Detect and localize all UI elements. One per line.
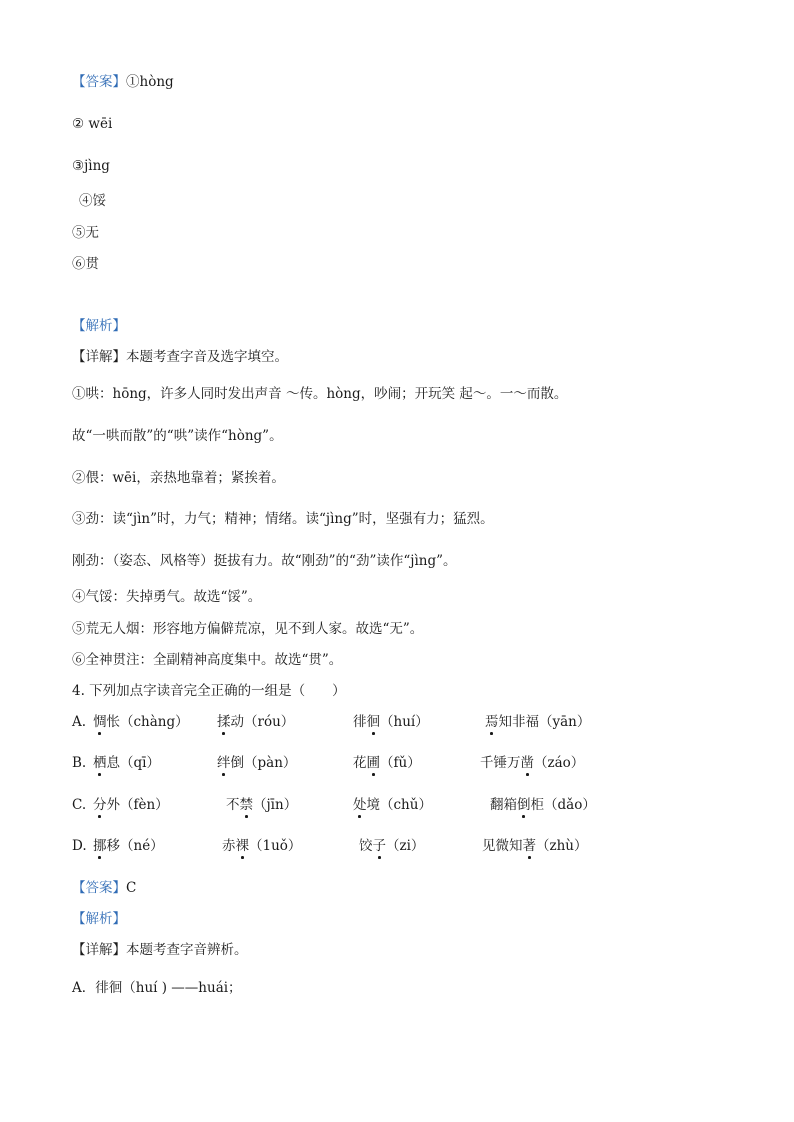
dotted-char: 挪 [93,838,107,854]
analysis-line: ①哄：hōng，许多人同时发出声音 ～传。hòng，吵闹；开玩笑 起～。一～而散。 [72,386,568,402]
option-item: 惆怅（chàng） [93,714,189,730]
answer-4 [72,879,136,897]
option-item: 焉知非福（yān） [485,714,591,730]
analysis-line: ⑤荒无人烟：形容地方偏僻荒凉，见不到人家。故选“无”。 [72,621,424,637]
option-item: 处境（chǔ） [353,797,432,813]
option-item: 翻箱倒柜（dǎo） [490,797,596,813]
answer-1 [72,73,174,91]
option-item: 挪移（né） [93,838,164,854]
question-stem: 4. 下列加点字读音完全正确的一组是（ ） [72,683,346,699]
dotted-char: 揉 [217,714,231,730]
option-item: 见微知著（zhù） [482,838,588,854]
answer-item: ①hòng [126,74,174,90]
answer-item: ③jìng [72,158,110,174]
option-item: 花圃（fǔ） [353,755,421,771]
dotted-char: 圃 [366,755,380,771]
option-item: 分外（fèn） [93,797,169,813]
dotted-char: 子 [372,838,386,854]
analysis-line: A．徘徊（huí ) ——huái； [72,980,242,996]
dotted-char: 倒 [517,797,531,813]
option-item: 千锤万凿（záo） [480,755,585,771]
dotted-char: 惆 [93,714,107,730]
dotted-char: 凿 [520,755,534,771]
dotted-char: 著 [522,838,536,854]
dotted-char: 分 [93,797,107,813]
option-label: D. [72,838,87,854]
answer-tag: 【答案】 [72,880,126,896]
option-label: B. [72,755,87,771]
dotted-char: 绊 [217,755,231,771]
analysis-line: 刚劲：（姿态、风格等）挺拔有力。故“刚劲”的“劲”读作“jìng”。 [72,553,457,569]
analysis-line: ④气馁：失掉勇气。故选“馁”。 [72,589,262,605]
answer-item: ② wēi [72,116,113,132]
answer-value: C [126,880,137,896]
option-item: 不禁（jīn） [226,797,298,813]
detail-heading: 【详解】本题考查字音辨析。 [72,942,248,958]
dotted-char: 裸 [235,838,249,854]
dotted-char: 焉 [485,714,499,730]
dotted-char: 禁 [239,797,253,813]
option-item: 赤裸（1uǒ） [222,838,302,854]
analysis-line: ⑥全神贯注：全副精神高度集中。故选“贯”。 [72,652,343,668]
dotted-char: 栖 [93,755,107,771]
answer-item: ⑥贯 [72,256,99,272]
analysis-tag: 【解析】 [72,911,126,927]
answer-item: ⑤无 [72,225,99,241]
analysis-line: 故“一哄而散”的“哄”读作“hòng”。 [72,428,283,444]
answer-tag: 【答案】 [72,74,126,90]
analysis-tag: 【解析】 [72,318,126,334]
dotted-char: 处 [353,797,367,813]
answer-item: ④馁 [79,193,106,209]
option-label: C. [72,797,87,813]
option-item: 栖息（qī） [93,755,160,771]
option-item: 绊倒（pàn） [217,755,297,771]
option-item: 徘徊（huí） [353,714,429,730]
analysis-line: ②偎：wēi，亲热地靠着；紧挨着。 [72,470,285,486]
analysis-line: ③劲：读“jìn”时，力气；精神；情绪。读“jìng”时，坚强有力；猛烈。 [72,511,494,527]
option-item: 揉动（róu） [217,714,295,730]
option-label: A. [72,714,87,730]
detail-heading: 【详解】本题考查字音及选字填空。 [72,349,288,365]
option-item: 饺子（zi） [359,838,425,854]
dotted-char: 徊 [366,714,380,730]
